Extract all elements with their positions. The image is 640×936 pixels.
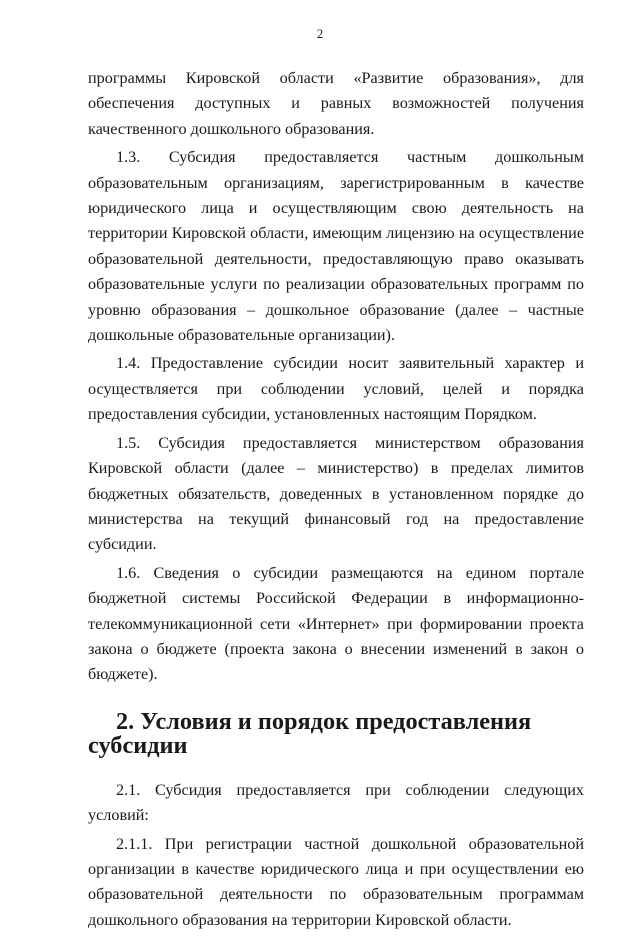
paragraph-1-5: 1.5. Субсидия предоставляется министерством образования Кировской области (далее – министерство) в пределах лимитов бюджетных обязательств, доведенных в установленном порядке до министерства на текущий финансовый год на предоставление субсидии. [88, 433, 584, 554]
paragraph-1-6: 1.6. Сведения о субсидии размещаются на едином портале бюджетной системы Российской Федерации в информационно-телекоммуникационной сети «Интернет» при формировании проекта закона о бюджете (проекта закона о внесении изменений в закон о бюджете). [88, 563, 584, 684]
paragraph-2-1: 2.1. Субсидия предоставляется при соблюдении следующих условий: [88, 780, 584, 825]
section-heading-2: 2. Условия и порядок предоставления субсидии [88, 707, 532, 759]
paragraph-1-3: 1.3. Субсидия предоставляется частным дошкольным образовательным организациям, зарегистрированным в качестве юридического лица и осуществляющим свою деятельность на территории Кировской области, имеющим лицензию на осуществление образовательной деятельности, предоставляющую право оказывать образовательные услуги по реализации образовательных программ по уровню образования – дошкольное образование (далее – частные дошкольные образовательные организации). [88, 148, 584, 345]
paragraph-1-4: 1.4. Предоставление субсидии носит заявительный характер и осуществляется при соблюдении условий, целей и порядка предоставления субсидии, установленных настоящим Порядком. [88, 354, 584, 424]
paragraph-continuation: программы Кировской области «Развитие образования», для обеспечения доступных и равных возможностей получения качественного дошкольного образования. [88, 69, 584, 138]
page-number: 2 [316, 26, 324, 41]
document-body [88, 66, 584, 936]
paragraph-2-1-1: 2.1.1. При регистрации частной дошкольной образовательной организации в качестве юридического лица и при осуществлении ею образовательной деятельности по образовательным программам дошкольного образования на территории Кировской области. [88, 834, 584, 929]
